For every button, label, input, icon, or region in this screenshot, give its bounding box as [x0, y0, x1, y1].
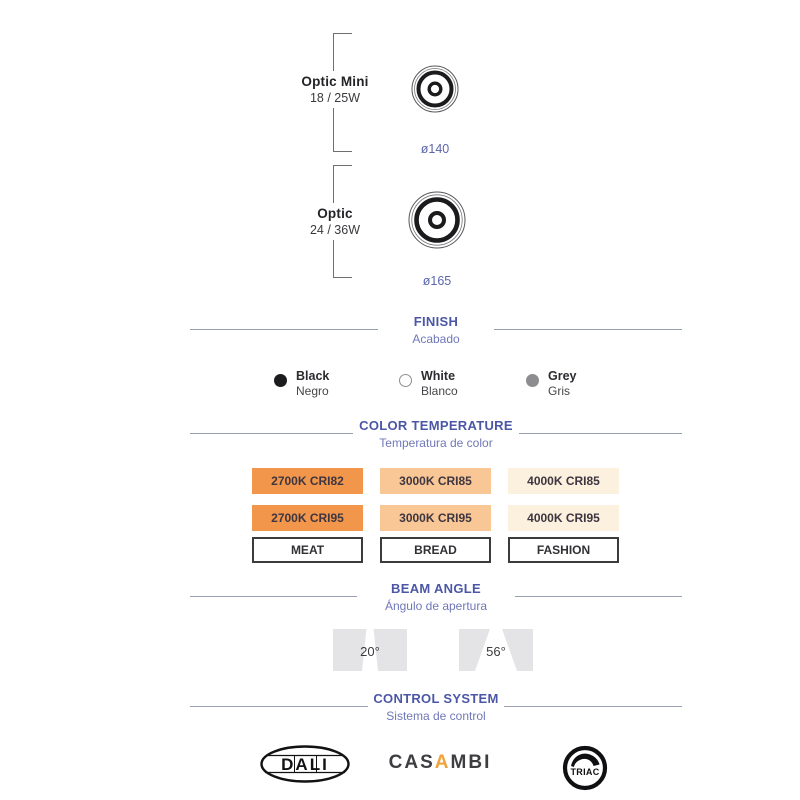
finish-name: White [421, 369, 456, 383]
optic-mini-label [273, 71, 397, 108]
control-system-section-title: CONTROL SYSTEM [373, 691, 499, 706]
finish-option-grey [526, 369, 577, 398]
grey-swatch-icon [526, 374, 539, 387]
product-name: Optic [317, 206, 353, 221]
casambi-logo [386, 752, 494, 774]
beam-angle-section-title: BEAM ANGLE [391, 581, 481, 596]
application-option-fashion: FASHION [508, 537, 619, 563]
finish-name-es: Gris [548, 384, 570, 398]
divider-line [190, 329, 378, 330]
beam-angle-section-subtitle: Ángulo de apertura [384, 599, 488, 613]
optic-product-image [407, 190, 467, 250]
casambi-text: CAS [388, 752, 435, 773]
finish-option-white [399, 369, 458, 398]
color-temperature-section-title: COLOR TEMPERATURE [359, 418, 513, 433]
black-swatch-icon [274, 374, 287, 387]
color-temp-option-3000k-cri95: 3000K CRI95 [380, 505, 491, 531]
color-temp-option-2700k-cri95: 2700K CRI95 [252, 505, 363, 531]
finish-section-title: FINISH [413, 314, 459, 329]
divider-line [494, 329, 682, 330]
dali-logo-text: DALI [281, 755, 329, 774]
product-power: 24 / 36W [309, 223, 361, 237]
color-temp-option-4000k-cri85: 4000K CRI85 [508, 468, 619, 494]
divider-line [190, 706, 368, 707]
beam-angle-value: 20° [360, 644, 380, 659]
color-temp-option-4000k-cri95: 4000K CRI95 [508, 505, 619, 531]
finish-name-es: Blanco [421, 384, 458, 398]
finish-name: Grey [548, 369, 577, 383]
triac-logo-text: TRIAC [570, 767, 600, 777]
beam-angle-value: 56° [486, 644, 506, 659]
color-temp-option-3000k-cri85: 3000K CRI85 [380, 468, 491, 494]
control-system-section-subtitle: Sistema de control [386, 709, 486, 723]
application-option-bread: BREAD [380, 537, 491, 563]
optic-mini-product-image [410, 64, 460, 114]
finish-section-subtitle: Acabado [412, 332, 460, 346]
divider-line [504, 706, 682, 707]
dali-logo [260, 745, 350, 783]
divider-line [190, 433, 353, 434]
color-temp-option-2700k-cri82: 2700K CRI82 [252, 468, 363, 494]
product-name: Optic Mini [301, 74, 369, 89]
casambi-accent-letter: A [434, 752, 451, 773]
white-swatch-icon [399, 374, 412, 387]
finish-name: Black [296, 369, 330, 383]
divider-line [190, 596, 357, 597]
optic-mini-diameter: ø140 [420, 142, 450, 156]
casambi-text: MBI [450, 752, 492, 773]
divider-line [515, 596, 682, 597]
optic-label [273, 203, 397, 240]
optic-diameter: ø165 [422, 274, 452, 288]
divider-line [519, 433, 682, 434]
finish-name-es: Negro [296, 384, 329, 398]
product-power: 18 / 25W [309, 91, 361, 105]
finish-option-black [274, 369, 329, 398]
beam-angle-icon-20deg [333, 629, 407, 671]
application-option-meat: MEAT [252, 537, 363, 563]
color-temperature-section-subtitle: Temperatura de color [379, 436, 493, 450]
beam-angle-icon-56deg [459, 629, 533, 671]
triac-logo [562, 745, 608, 791]
